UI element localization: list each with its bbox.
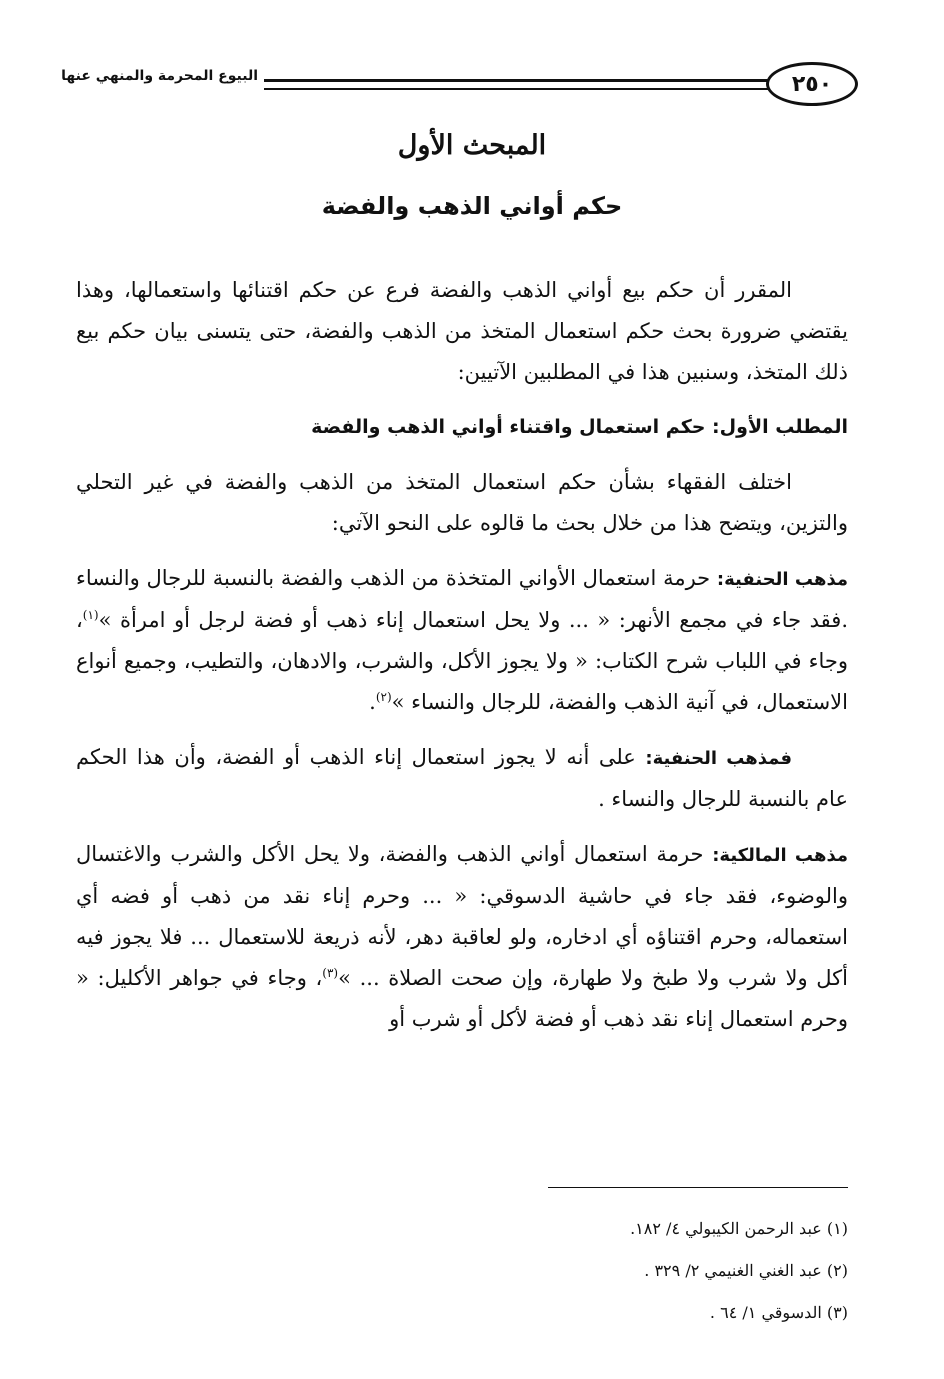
hanafi-text-a: حرمة استعمال الأواني المتخذة من الذهب والفضة بالنسبة للرجال والنساء .فقد جاء في مجمع الأنهر: « ... ولا يحل استعمال إناء ذهب أو فضة لرجل أو امرأة »	[76, 566, 848, 632]
maliki-text-a: حرمة استعمال أواني الذهب والفضة، ولا يحل الأكل والشرب والاغتسال والوضوء، فقد جاء في حاشية الدسوقي: « ... وحرم إناء نقد من ذهب أو فضه أي استعماله، وحرم اقتناؤه أي ادخاره، ولو لعاقبة دهر، لأنه ذريعة للاستعمال ... فلا يجوز فيه أكل ولا شرب ولا طبخ ولا طهارة، وإن صحت الصلاة ... »	[76, 842, 849, 990]
footnote-3: (٣) الدسوقي ١/ ٦٤ .	[709, 1303, 848, 1322]
hanafi-lead: مذهب الحنفية:	[716, 569, 849, 590]
maliki-text-b: ، وجاء في جواهر الأكليل: « وحرم استعمال إناء نقد ذهب أو فضة لأكل أو شرب أو	[76, 966, 848, 1031]
maliki-paragraph	[76, 834, 848, 1040]
hanafi-text-b: ، وجاء في اللباب شرح الكتاب: « ولا يجوز الأكل، والشرب، والادهان، والتطيب، وجميع أنواع الاستعمال، في آنية الذهب والفضة، للرجال والنساء »	[76, 608, 848, 714]
maliki-lead: مذهب المالكية:	[712, 845, 848, 866]
footnote-2: (٢) عبد الغني الغنيمي ٢/ ٣٢٩ .	[644, 1261, 848, 1280]
header-rule	[264, 79, 770, 90]
hanafi-conclusion-paragraph	[76, 737, 848, 820]
footnote-ref-3: (٣)	[322, 966, 339, 980]
hanafi-conclusion-lead: فمذهب الحنفية:	[645, 748, 793, 769]
hanafi-text-c: .	[369, 690, 376, 714]
footnote-ref-1: (١)	[82, 608, 99, 622]
footnote-rule	[548, 1187, 848, 1188]
section-label: المبحث الأول	[397, 130, 547, 161]
subheading-first-requirement: المطلب الأول: حكم استعمال واقتناء أواني الذهب والفضة	[311, 416, 848, 438]
footnote-1: (١) عبد الرحمن الكيبولي ٤/ ١٨٢.	[630, 1219, 848, 1238]
body-text	[76, 270, 848, 1054]
running-header	[61, 62, 858, 110]
footnotes	[448, 1208, 848, 1334]
chapter-title: حكم أواني الذهب والفضة	[321, 192, 623, 220]
running-title: البيوع المحرمة والمنهي عنها	[61, 68, 258, 84]
hanafi-conclusion-text: على أنه لا يجوز استعمال إناء الذهب أو الفضة، وأن هذا الحكم عام بالنسبة للرجال والنساء .	[76, 745, 848, 811]
intro-paragraph: المقرر أن حكم بيع أواني الذهب والفضة فرع عن حكم اقتنائها واستعمالها، وهذا يقتضي ضرورة بحث حكم استعمال المتخذ من الذهب والفضة، حتى يتسنى بيان حكم بيع ذلك المتخذ، وسنبين هذا في المطلبين الآتيين:	[76, 278, 848, 384]
footnote-ref-2: (٢)	[375, 690, 392, 704]
page-number: ٢٥٠	[766, 62, 858, 106]
disagreement-paragraph: اختلف الفقهاء بشأن حكم استعمال المتخذ من الذهب والفضة في غير التحلي والتزين، ويتضح هذا من خلال بحث ما قالوه على النحو الآتي:	[76, 470, 848, 535]
hanafi-paragraph	[76, 558, 848, 723]
